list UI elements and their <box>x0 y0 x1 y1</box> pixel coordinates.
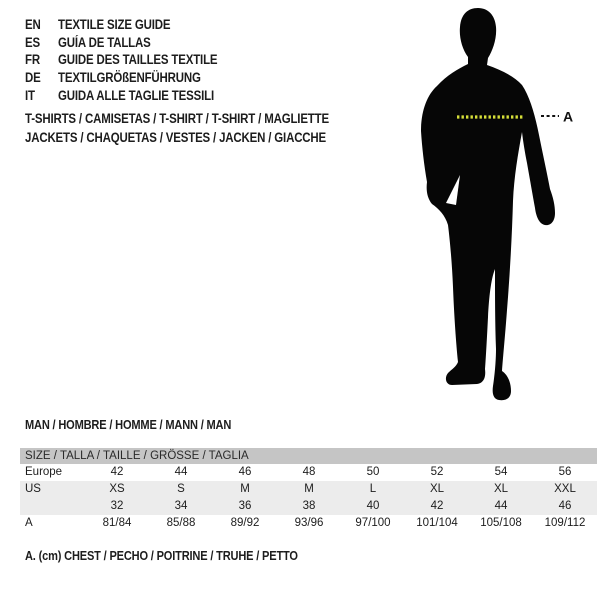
row-label: US <box>25 483 41 495</box>
language-title: TEXTILGRÖßENFÜHRUNG <box>58 70 201 86</box>
size-cell: 85/88 <box>166 517 196 529</box>
size-cell: 105/108 <box>480 517 522 529</box>
measurement-figure <box>415 5 585 405</box>
size-cell: XXL <box>554 483 576 495</box>
size-cell: 36 <box>238 500 252 512</box>
language-title: TEXTILE SIZE GUIDE <box>58 17 171 33</box>
language-row-de <box>25 69 246 87</box>
language-code: DE <box>25 70 41 86</box>
size-cell: 109/112 <box>544 517 586 529</box>
language-code: IT <box>25 87 35 103</box>
size-cell: 46 <box>238 466 252 478</box>
row-label: A <box>25 517 33 529</box>
row-label <box>20 498 85 515</box>
size-cell: 46 <box>558 500 572 512</box>
language-row-es <box>25 34 246 52</box>
size-cell: 56 <box>558 466 572 478</box>
size-cell: 89/92 <box>230 517 260 529</box>
size-cell: 42 <box>110 466 124 478</box>
table-row-us <box>20 481 597 498</box>
measure-label-a: A <box>563 108 574 125</box>
language-list <box>25 16 246 104</box>
size-cell: 32 <box>110 500 124 512</box>
measurement-footnote: A. (cm) CHEST / PECHO / POITRINE / TRUHE / PETTO <box>25 548 298 563</box>
size-cell: 48 <box>302 466 316 478</box>
table-row-us-numeric <box>20 498 597 515</box>
section-title-man: MAN / HOMBRE / HOMME / MANN / MAN <box>25 417 232 432</box>
category-jackets: JACKETS / CHAQUETAS / VESTES / JACKEN / GIACCHE <box>25 130 327 145</box>
category-tshirts: T-SHIRTS / CAMISETAS / T-SHIRT / T-SHIRT / MAGLIETTE <box>25 111 329 126</box>
language-title: GUIDE DES TAILLES TEXTILE <box>58 52 218 68</box>
size-cell: 54 <box>494 466 508 478</box>
language-row-fr <box>25 51 246 69</box>
size-cell: M <box>240 483 250 495</box>
row-label: Europe <box>25 466 63 478</box>
size-cell: 52 <box>430 466 444 478</box>
size-cell: 50 <box>366 466 380 478</box>
language-title: GUIDA ALLE TAGLIE TESSILI <box>58 87 214 103</box>
garment-categories <box>25 109 383 147</box>
man-silhouette <box>421 8 555 400</box>
language-row-en <box>25 16 246 34</box>
language-title: GUÍA DE TALLAS <box>58 34 151 50</box>
language-code: ES <box>25 34 40 50</box>
size-cell: 81/84 <box>102 517 132 529</box>
size-cell: L <box>369 483 377 495</box>
size-table-header: SIZE / TALLA / TAILLE / GRÖSSE / TAGLIA <box>20 448 597 464</box>
size-cell: XL <box>493 483 509 495</box>
size-cell: 44 <box>494 500 508 512</box>
size-cell: 42 <box>430 500 444 512</box>
size-cell: XL <box>429 483 445 495</box>
language-code: FR <box>25 52 40 68</box>
table-row-europe <box>20 464 597 481</box>
language-code: EN <box>25 17 41 33</box>
size-cell: 97/100 <box>355 517 391 529</box>
size-table <box>20 448 597 532</box>
language-row-it <box>25 86 246 104</box>
size-cell: XS <box>109 483 125 495</box>
size-cell: 40 <box>366 500 380 512</box>
size-cell: 44 <box>174 466 188 478</box>
size-cell: 34 <box>174 500 188 512</box>
table-row-chest-a <box>20 515 597 532</box>
size-cell: 38 <box>302 500 316 512</box>
size-cell: 101/104 <box>416 517 458 529</box>
size-cell: M <box>304 483 314 495</box>
man-silhouette-graphic <box>415 5 585 405</box>
size-cell: S <box>177 483 185 495</box>
size-cell: 93/96 <box>294 517 324 529</box>
